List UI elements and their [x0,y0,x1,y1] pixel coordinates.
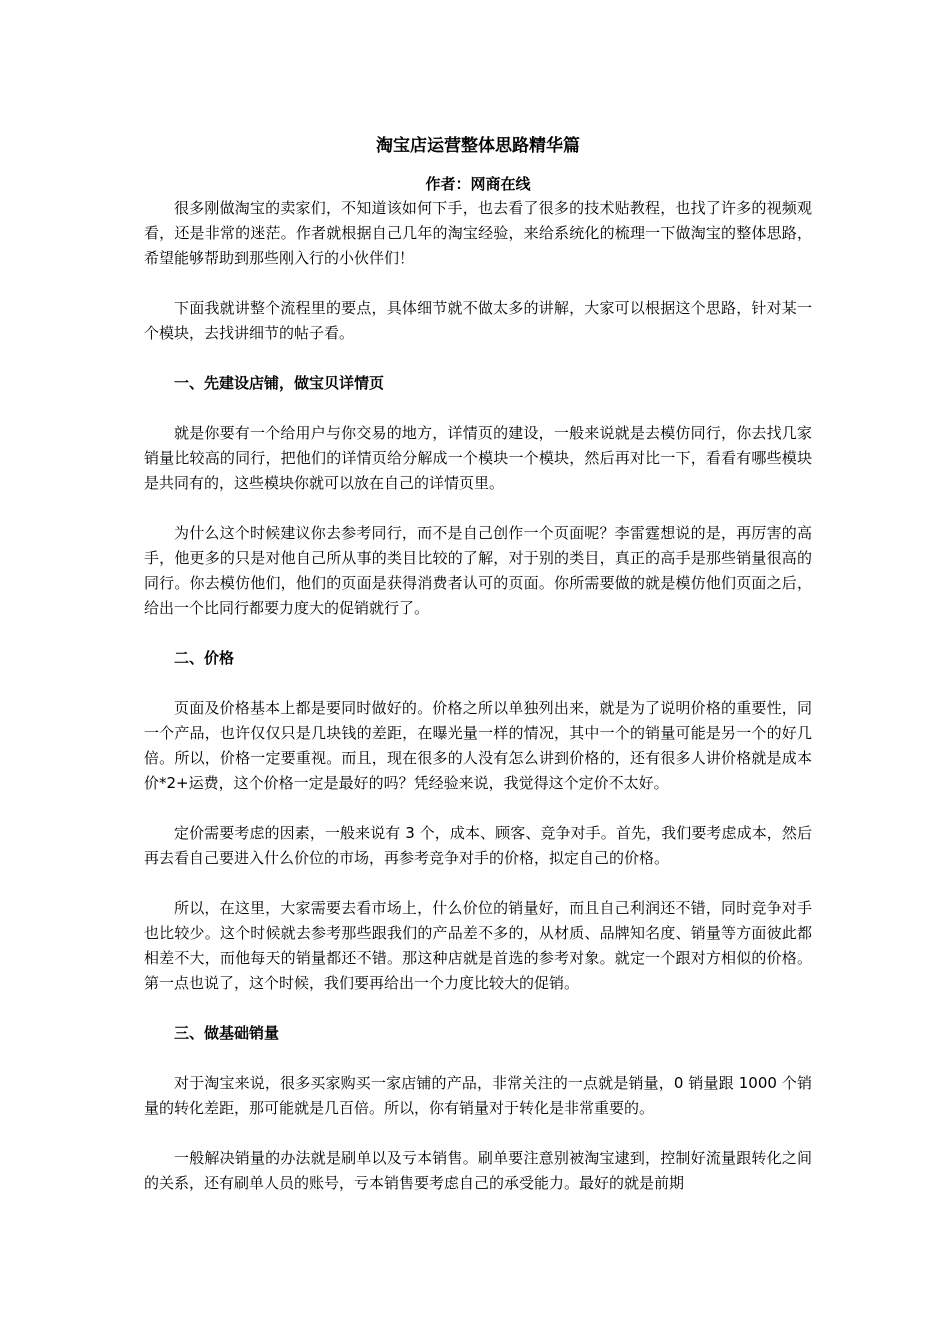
section-3-heading: 三、做基础销量 [174,1024,280,1042]
spacer [144,496,812,521]
spacer [144,671,812,696]
section-2-paragraph-2: 定价需要考虑的因素，一般来说有 3 个，成本、顾客、竞争对手。首先，我们要考虑成本，然后再去看自己要进入什么价位的市场，再参考竞争对手的价格，拟定自己的价格。 [144,824,812,867]
spacer [144,871,812,896]
overview-paragraph: 下面我就讲整个流程里的要点，具体细节就不做太多的讲解，大家可以根据这个思路，针对某一个模块，去找讲细节的帖子看。 [144,299,812,342]
section-2-paragraph-1: 页面及价格基本上都是要同时做好的。价格之所以单独列出来，就是为了说明价格的重要性，同一个产品，也许仅仅只是几块钱的差距，在曝光量一样的情况，其中一个的销量可能是另一个的好几倍。所以，价格一定要重视。而且，现在很多的人没有怎么讲到价格的，还有很多人讲价格就是成本价*2+运费，这个价格一定是最好的吗？凭经验来说，我觉得这个定价不太好。 [144,699,812,792]
section-2-paragraph-3: 所以，在这里，大家需要去看市场上，什么价位的销量好，而且自己利润还不错，同时竞争对手也比较少。这个时候就去参考那些跟我们的产品差不多的，从材质、品牌知名度、销量等方面彼此都相差不大，而他每天的销量都还不错。那这种店就是首选的参考对象。就定一个跟对方相似的价格。第一点也说了，这个时候，我们要再给出一个力度比较大的促销。 [144,899,812,992]
section-3-paragraph-2: 一般解决销量的办法就是刷单以及亏本销售。刷单要注意别被淘宝逮到，控制好流量跟转化之间的关系，还有刷单人员的账号，亏本销售要考虑自己的承受能力。最好的就是前期 [144,1149,812,1192]
document-page [144,134,812,1196]
section-1-paragraph-2: 为什么这个时候建议你去参考同行，而不是自己创作一个页面呢？李雷霆想说的是，再厉害的高手，他更多的只是对他自己所从事的类目比较的了解，对于别的类目，真正的高手是那些销量很高的同行。你去模仿他们，他们的页面是获得消费者认可的页面。你所需要做的就是模仿他们页面之后，给出一个比同行都要力度大的促销就行了。 [144,524,812,617]
spacer [144,621,812,646]
spacer [144,796,812,821]
document-title: 淘宝店运营整体思路精华篇 [376,136,580,156]
spacer [144,346,812,371]
section-2-heading: 二、价格 [174,649,235,667]
spacer [144,396,812,421]
section-1-heading: 一、先建设店铺，做宝贝详情页 [174,374,385,392]
section-1-paragraph-1: 就是你要有一个给用户与你交易的地方，详情页的建设，一般来说就是去模仿同行，你去找几家销量比较高的同行，把他们的详情页给分解成一个模块一个模块，然后再对比一下，看看有哪些模块是共同有的，这些模块你就可以放在自己的详情页里。 [144,424,812,492]
section-3-paragraph-1: 对于淘宝来说，很多买家购买一家店铺的产品，非常关注的一点就是销量，0 销量跟 1000 个销量的转化差距，那可能就是几百倍。所以，你有销量对于转化是非常重要的。 [144,1074,812,1117]
spacer [144,271,812,296]
intro-paragraph: 很多刚做淘宝的卖家们，不知道该如何下手，也去看了很多的技术贴教程，也找了许多的视频观看，还是非常的迷茫。作者就根据自己几年的淘宝经验，来给系统化的梳理一下做淘宝的整体思路，希望能够帮助到那些刚入行的小伙伴们！ [144,199,812,267]
spacer [144,1046,812,1071]
spacer [144,996,812,1021]
document-author: 作者：网商在线 [425,175,531,193]
spacer [144,1121,812,1146]
